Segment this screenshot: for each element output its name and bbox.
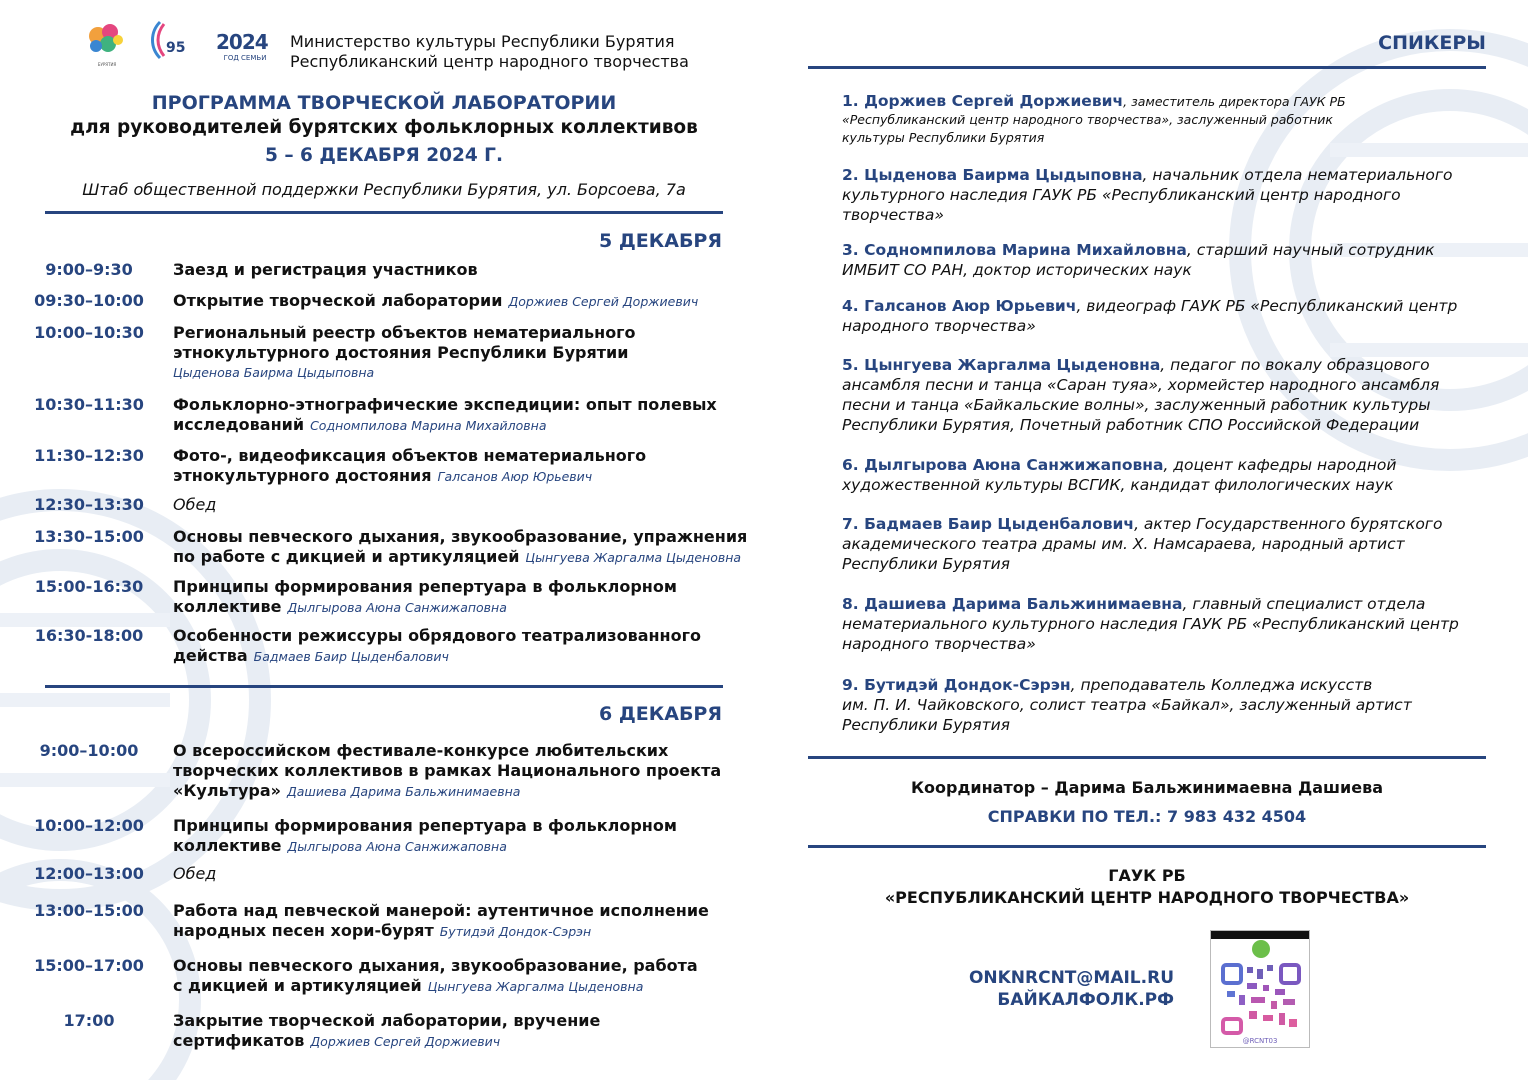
topic-line: Фольклорно-этнографические экспедиции: опыт полевых <box>173 395 717 414</box>
row-topic <box>173 901 753 942</box>
speaker-name: 4. Галсанов Аюр Юрьевич <box>842 297 1077 315</box>
speaker-desc: народного творчества» <box>842 317 1036 335</box>
program-dates: 5 – 6 ДЕКАБРЯ 2024 Г. <box>265 145 503 166</box>
topic-line: Обед <box>173 495 217 514</box>
topic-line: Работа над певческой манерой: аутентичное исполнение <box>173 901 709 920</box>
year-of-family-number: 2024 <box>216 30 268 54</box>
speaker-desc: культурного наследия ГАУК РБ «Республиканский центр народного <box>842 186 1401 204</box>
row-speaker: Содномпилова Марина Михайловна <box>310 418 547 433</box>
topic-line: творческих коллективов в рамках Национального проекта <box>173 761 722 780</box>
topic-line: «Культура» <box>173 781 281 800</box>
row-time: 10:00–12:00 <box>34 816 144 835</box>
qr-code-icon <box>1211 939 1311 1035</box>
topic-line: Региональный реестр объектов нематериального <box>173 323 636 342</box>
speakers-title: СПИКЕРЫ <box>1378 32 1486 54</box>
row-time: 11:30–12:30 <box>34 446 144 465</box>
topic-line: Открытие творческой лаборатории <box>173 291 503 310</box>
day2-title: 6 ДЕКАБРЯ <box>598 703 722 725</box>
speaker-item <box>842 296 1482 336</box>
speaker-item <box>842 675 1482 735</box>
topic-line: Закрытие творческой лаборатории, вручение <box>173 1011 601 1030</box>
row-speaker: Цынгуева Жаргалма Цыденовна <box>525 550 742 565</box>
row-topic <box>173 741 753 802</box>
topic-line: по работе с дикцией и артикуляцией <box>173 547 520 566</box>
row-time: 9:00–10:00 <box>39 741 139 760</box>
divider <box>808 66 1486 69</box>
org-name-line-1: ГАУК РБ <box>1108 866 1186 885</box>
speaker-name: 6. Дылгырова Аюна Санжижаповна <box>842 456 1164 474</box>
speaker-desc: , педагог по вокалу образцового <box>1160 356 1430 374</box>
speaker-desc: нематериального культурного наследия ГАУК РБ «Республиканский центр <box>842 615 1459 633</box>
speaker-desc: , начальник отдела нематериального <box>1142 166 1453 184</box>
speaker-desc: , преподаватель Колледжа искусств <box>1070 676 1373 694</box>
row-topic <box>173 1011 753 1052</box>
row-speaker: Цынгуева Жаргалма Цыденовна <box>427 979 644 994</box>
speaker-desc: , актер Государственного бурятского <box>1134 515 1443 533</box>
row-topic <box>173 260 753 280</box>
program-title: ПРОГРАММА ТВОРЧЕСКОЙ ЛАБОРАТОРИИ <box>151 92 617 114</box>
speaker-desc: ИМБИТ СО РАН, доктор исторических наук <box>842 261 1192 279</box>
row-time: 12:00–13:00 <box>34 864 144 883</box>
speaker-item <box>842 92 1482 147</box>
speaker-desc: творчества» <box>842 206 944 224</box>
row-speaker: Дылгырова Аюна Санжижаповна <box>287 600 507 615</box>
speaker-desc: , главный специалист отдела <box>1182 595 1426 613</box>
year-of-family-logo <box>216 18 274 72</box>
speaker-item <box>842 455 1482 495</box>
speaker-desc: , видеограф ГАУК РБ «Республиканский центр <box>1076 297 1458 315</box>
speaker-desc: Республики Бурятия <box>842 716 1011 734</box>
speaker-name: 7. Бадмаев Баир Цыденбалович <box>842 515 1135 533</box>
program-subtitle: для руководителей бурятских фольклорных коллективов <box>70 117 698 138</box>
speaker-name: 9. Бутидэй Дондок-Сэрэн <box>842 676 1071 694</box>
topic-line: с дикцией и артикуляцией <box>173 976 422 995</box>
row-topic <box>173 956 753 997</box>
row-speaker: Доржиев Сергей Доржиевич <box>508 294 699 309</box>
venue: Штаб общественной поддержки Республики Бурятия, ул. Борсоева, 7а <box>82 180 686 199</box>
row-time: 13:30–15:00 <box>34 527 144 546</box>
day1-title: 5 ДЕКАБРЯ <box>598 230 722 252</box>
speaker-desc: культуры Республики Бурятия <box>842 130 1045 145</box>
email-link[interactable]: ONKNRCNT@MAIL.RU <box>968 968 1174 988</box>
speaker-item <box>842 240 1482 280</box>
phone: СПРАВКИ ПО ТЕЛ.: 7 983 432 4504 <box>987 807 1307 826</box>
speaker-desc: Республики Бурятия <box>842 555 1011 573</box>
qr-code-card[interactable] <box>1210 930 1310 1048</box>
ministry-line-1: Министерство культуры Республики Бурятия <box>290 32 675 51</box>
row-topic <box>173 527 753 568</box>
ministry-block <box>290 32 689 72</box>
speaker-desc: , доцент кафедры народной <box>1163 456 1397 474</box>
row-speaker: Галсанов Аюр Юрьевич <box>437 469 593 484</box>
topic-line: Основы певческого дыхания, звукообразование, работа <box>173 956 698 975</box>
speaker-desc: Республики Бурятия, Почетный работник СПО Российской Федерации <box>842 416 1420 434</box>
speaker-desc: , заместитель директора ГАУК РБ <box>1123 94 1346 109</box>
speaker-item <box>842 355 1482 435</box>
rcnt-95-logo <box>148 18 202 72</box>
topic-line: коллективе <box>173 836 282 855</box>
speaker-desc: песни и танца «Байкальские волны», заслуженный работник культуры <box>842 396 1431 414</box>
row-time: 12:30–13:30 <box>34 495 144 514</box>
speaker-item <box>842 594 1482 654</box>
speaker-desc: художественной культуры ВСГИК, кандидат филологических наук <box>842 476 1394 494</box>
topic-line: исследований <box>173 415 305 434</box>
year-of-family-caption: ГОД СЕМЬИ <box>223 54 267 62</box>
topic-line: Обед <box>173 864 217 883</box>
row-topic <box>173 395 753 436</box>
topic-line: сертификатов <box>173 1031 305 1050</box>
row-speaker: Бутидэй Дондок-Сэрэн <box>439 924 592 939</box>
coordinator: Координатор – Дарима Бальжинимаевна Дашиева <box>910 778 1384 797</box>
speaker-name: 1. Доржиев Сергей Доржиевич <box>842 92 1124 110</box>
row-time: 10:30–11:30 <box>34 395 144 414</box>
speaker-desc: народного творчества» <box>842 635 1036 653</box>
speaker-desc: «Республиканский центр народного творчества», заслуженный работник <box>842 112 1333 127</box>
org-name-line-2: «РЕСПУБЛИКАНСКИЙ ЦЕНТР НАРОДНОГО ТВОРЧЕСТВА» <box>884 888 1410 907</box>
row-time: 16:30-18:00 <box>34 626 144 645</box>
header-logos <box>80 18 274 72</box>
qr-caption: @RCNT03 <box>1242 1037 1278 1045</box>
speaker-name: 5. Цынгуева Жаргалма Цыденовна <box>842 356 1161 374</box>
topic-line: Основы певческого дыхания, звукообразование, упражнения <box>173 527 748 546</box>
row-topic <box>173 495 753 515</box>
topic-line: Особенности режиссуры обрядового театрализованного <box>173 626 701 645</box>
topic-line: действа <box>173 646 248 665</box>
row-topic <box>173 864 753 884</box>
topic-line: народных песен хори-бурят <box>173 921 434 940</box>
row-time: 17:00 <box>63 1011 115 1030</box>
speaker-item <box>842 165 1482 225</box>
svg-text:95: 95 <box>166 40 186 56</box>
row-speaker: Бадмаев Баир Цыденбалович <box>253 649 449 664</box>
divider <box>45 211 723 214</box>
row-topic <box>173 291 753 312</box>
topic-line: Принципы формирования репертуара в фольклорном <box>173 816 677 835</box>
speaker-item <box>842 514 1482 574</box>
topic-line: этнокультурного достояния Республики Бурятии <box>173 343 629 362</box>
topic-line: Фото-, видеофиксация объектов нематериального <box>173 446 647 465</box>
topic-line: О всероссийском фестивале-конкурсе любительских <box>173 741 669 760</box>
buryatia-logo <box>80 18 134 72</box>
row-speaker: Дашиева Дарима Бальжинимаевна <box>286 784 521 799</box>
topic-line: Принципы формирования репертуара в фольклорном <box>173 577 677 596</box>
topic-line: Заезд и регистрация участников <box>173 260 478 279</box>
row-time: 09:30–10:00 <box>34 291 144 310</box>
row-time: 13:00–15:00 <box>34 901 144 920</box>
divider <box>808 756 1486 759</box>
divider <box>45 685 723 688</box>
speaker-name: 3. Содномпилова Марина Михайловна <box>842 241 1187 259</box>
speaker-desc: академического театра драмы им. Х. Намсараева, народный артист <box>842 535 1405 553</box>
speaker-name: 2. Цыденова Баирма Цыдыповна <box>842 166 1143 184</box>
row-topic <box>173 323 753 383</box>
row-topic <box>173 446 753 487</box>
row-speaker: Доржиев Сергей Доржиевич <box>310 1034 501 1049</box>
row-speaker: Цыденова Баирма Цыдыповна <box>173 365 375 380</box>
row-speaker: Дылгырова Аюна Санжижаповна <box>287 839 507 854</box>
divider <box>808 845 1486 848</box>
speaker-name: 8. Дашиева Дарима Бальжинимаевна <box>842 595 1183 613</box>
row-topic <box>173 626 753 667</box>
speaker-desc: , старший научный сотрудник <box>1186 241 1435 259</box>
buryatia-logo-caption: БУРЯТИЯ <box>97 62 117 67</box>
row-time: 10:00–10:30 <box>34 323 144 342</box>
row-topic <box>173 816 753 857</box>
topic-line: коллективе <box>173 597 282 616</box>
topic-line: этнокультурного достояния <box>173 466 432 485</box>
ministry-line-2: Республиканский центр народного творчества <box>290 52 689 71</box>
qr-card-top-bar <box>1211 931 1309 939</box>
row-time: 15:00-16:30 <box>34 577 144 596</box>
row-time: 9:00–9:30 <box>45 260 133 279</box>
website-link[interactable]: БАЙКАЛФОЛК.РФ <box>997 990 1174 1010</box>
row-time: 15:00–17:00 <box>34 956 144 975</box>
speaker-desc: ансамбля песни и танца «Саран туяа», хормейстер народного ансамбля <box>842 376 1440 394</box>
speaker-desc: им. П. И. Чайковского, солист театра «Байкал», заслуженный артист <box>842 696 1412 714</box>
row-topic <box>173 577 753 618</box>
